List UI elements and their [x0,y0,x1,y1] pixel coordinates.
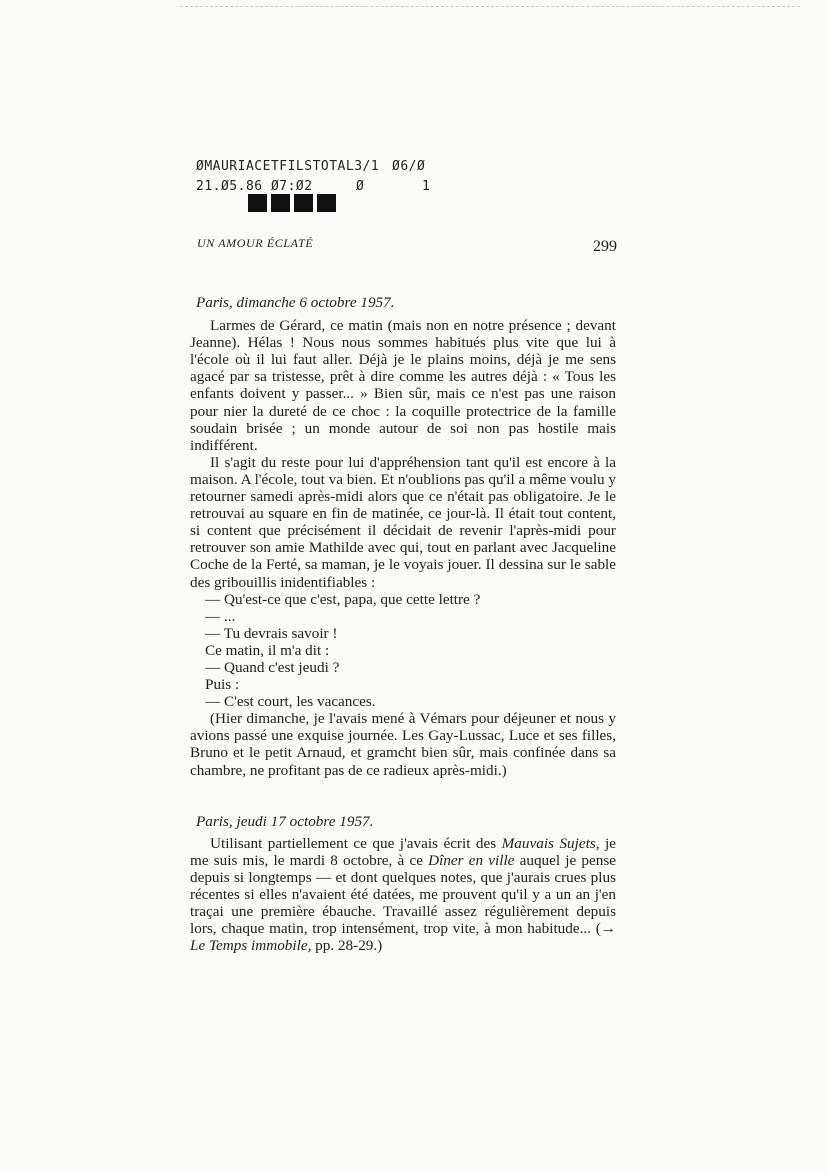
stamp-code: Ø [356,179,365,194]
text-run: Utilisant partiellement ce que j'avais écrit des [210,834,502,852]
text-run: pp. 28-29.) [311,937,383,955]
dialogue-line: — Tu devrais savoir ! [205,624,338,642]
dialogue-line: — Qu'est-ce que c'est, papa, que cette lettre ? [205,590,481,608]
book-title: Mauvais Sujets, [501,834,600,852]
stamp-file-id: ØMAURIACETFILSTOTAL3/1 [196,159,380,174]
stamp-datetime: 21.Ø5.86 Ø7:Ø2 [196,179,313,194]
registration-block [317,194,336,212]
body-text [190,294,616,954]
book-title: Le Temps immobile, [190,937,312,955]
dialogue-line: Puis : [205,676,240,694]
dialogue-line: — Quand c'est jeudi ? [205,658,340,676]
entry-dateline: Paris, dimanche 6 octobre 1957. [196,294,395,311]
dialogue-line: Ce matin, il m'a dit : [205,641,330,659]
registration-block [271,194,290,212]
registration-blocks [248,194,336,212]
print-stamp [196,157,456,197]
paragraph: Il s'agit du reste pour lui d'appréhension tant qu'il est encore à la maison. A l'école, tout va bien. Et n'oublions pas qu'il a même voulu y retourner samedi après-midi alors que ce n'était pas obligatoire. Je le retrouvai au square en fin de matinée, ce jour-là. Il était tout content, si content que précisément il décidait de revenir l'après-midi pour retrouver son amie Mathilde avec qui, tout en parlant avec Jacqueline Coche de la Ferté, sa maman, je le voyais jouer. Il dessina sur le sable des gribouillis inidentifiables : [190,453,616,591]
paragraph [190,835,616,955]
page-number: 299 [593,238,617,255]
paragraph: (Hier dimanche, je l'avais mené à Vémars pour déjeuner et nous y avions passé une exquise journée. Les Gay-Lussac, Luce et ses filles, Bruno et le petit Arnaud, et gramcht bien sûr, mais confinée dans sa chambre, ne profitant pas de ce radieux après-midi.) [190,710,616,779]
book-title: Dîner en ville [428,851,515,869]
stamp-count: 1 [422,179,431,194]
dialogue-line: — C'est court, les vacances. [205,693,376,711]
paragraph: Larmes de Gérard, ce matin (mais non en notre présence ; devant Jeanne). Hélas ! Nous nous sommes habitués plus vite que lui à l'école où il lui faut aller. Déjà je le plains moins, déjà je me sens agacé par sa tristesse, prêt à dire comme les autres déjà : « Tous les enfants doivent y passer... » Bien sûr, mais ce n'est pas une raison pour nier la dureté de ce choc : la coquille protectrice de la famille soudain brisée ; un monde autour de soi non pas hostile mais indifférent. [190,317,616,454]
scan-edge-line [180,6,800,7]
stamp-sheet: Ø6/Ø [392,159,426,174]
text-run: je me suis mis, le mardi 8 octobre, à ce [190,834,616,869]
dialogue-line: — ... [205,607,236,625]
text-run: auquel je pense depuis si longtemps — et dont quelques notes, que j'aurais crues plus récentes si elles n'avaient été datées, me prouvent qu'il y a un an j'en traçai une première ébauche. Travaillé assez régulièrement depuis lors, chaque matin, trop intensément, trop vite, à mon habitude... (→ [190,851,616,938]
entry-dateline: Paris, jeudi 17 octobre 1957. [196,812,374,830]
registration-block [294,194,313,212]
running-title: UN AMOUR ÉCLATÉ [197,236,314,250]
registration-block [248,194,267,212]
